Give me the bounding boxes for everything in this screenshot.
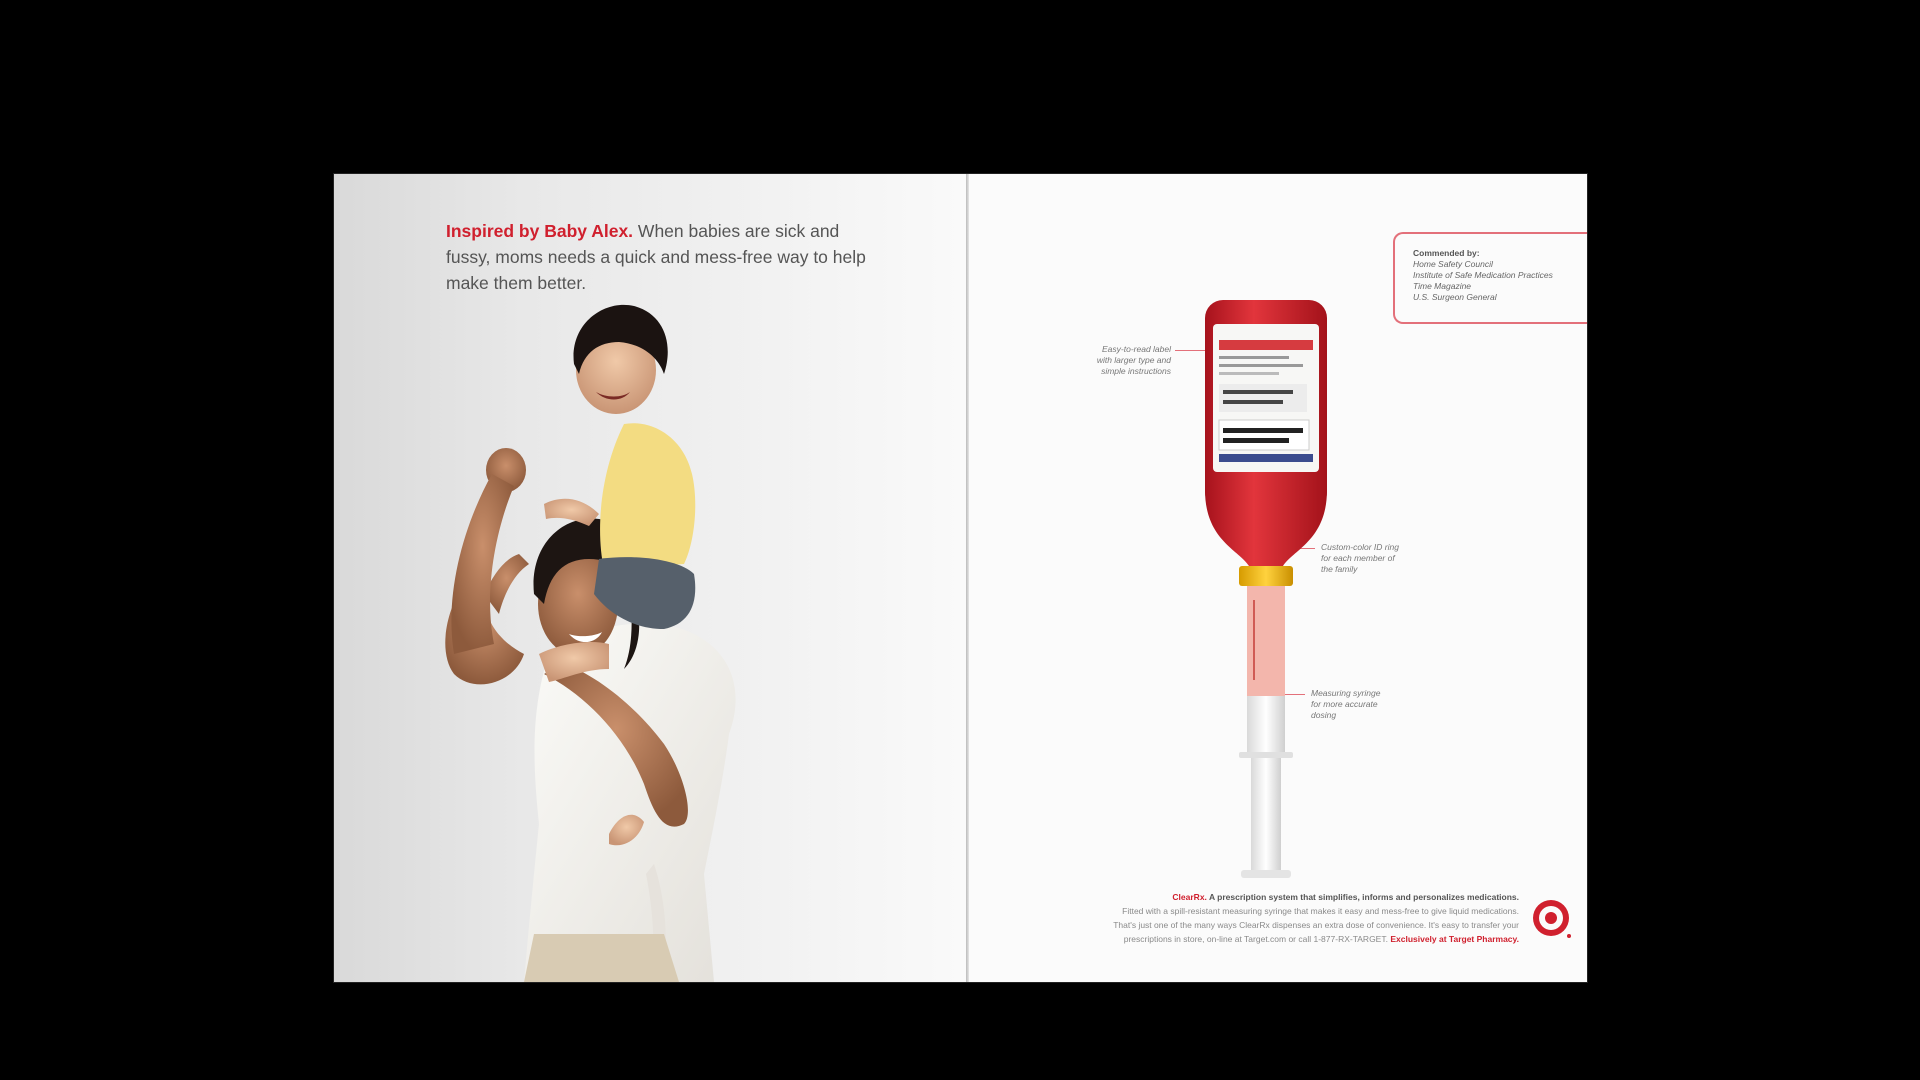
headline-lead: Inspired by Baby Alex. xyxy=(446,221,634,241)
callout-label-line3: simple instructions xyxy=(1101,366,1171,376)
commended-item: Home Safety Council xyxy=(1413,259,1493,269)
footer-copy xyxy=(999,890,1519,946)
callout-label-line1: Easy-to-read label xyxy=(1102,344,1171,354)
magazine-spread xyxy=(334,174,1587,982)
footer-line3: That's just one of the many ways ClearRx dispenses an extra dose of convenience. It's easy to transfer your xyxy=(1113,920,1519,930)
footer-line2: Fitted with a spill-resistant measuring syringe that makes it easy and mess-free to give liquid medications. xyxy=(1122,906,1519,916)
callout-label-line2: with larger type and xyxy=(1096,355,1171,365)
right-page xyxy=(969,174,1587,982)
mother-child-photo xyxy=(334,174,966,982)
footer-exclusive: Exclusively at Target Pharmacy. xyxy=(1390,934,1519,944)
commended-item: Institute of Safe Medication Practices xyxy=(1413,270,1553,280)
commended-item: U.S. Surgeon General xyxy=(1413,292,1497,302)
footer-line4 xyxy=(999,932,1519,946)
clearrx-bottle-syringe xyxy=(1189,300,1329,982)
left-page xyxy=(334,174,966,982)
callout-label xyxy=(1051,344,1171,377)
callout-ring-line2: for each member of xyxy=(1321,553,1395,563)
callout-syringe-line3: dosing xyxy=(1311,710,1337,720)
commended-by-box xyxy=(1393,232,1587,324)
callout-syringe-line2: for more accurate xyxy=(1311,699,1378,709)
callout-ring-line3: the family xyxy=(1321,564,1358,574)
callout-syringe-line1: Measuring syringe xyxy=(1311,688,1381,698)
callout-ring-line1: Custom-color ID ring xyxy=(1321,542,1399,552)
footer-tagline: A prescription system that simplifies, informs and personalizes medications. xyxy=(1206,892,1519,902)
target-bullseye-logo xyxy=(1531,898,1573,940)
footer-line4-text: prescriptions in store, on-line at Target.com or call 1-877-RX-TARGET. xyxy=(1123,934,1391,944)
commended-title: Commended by: xyxy=(1413,248,1480,258)
headline-body: When babies are sick and fussy, moms needs a quick and mess-free way to help make them better. xyxy=(446,221,866,293)
callout-syringe xyxy=(1311,688,1431,721)
callout-ring xyxy=(1321,542,1441,575)
footer-brand: ClearRx. xyxy=(1172,892,1207,902)
commended-item: Time Magazine xyxy=(1413,281,1472,291)
footer-line1 xyxy=(999,890,1519,904)
